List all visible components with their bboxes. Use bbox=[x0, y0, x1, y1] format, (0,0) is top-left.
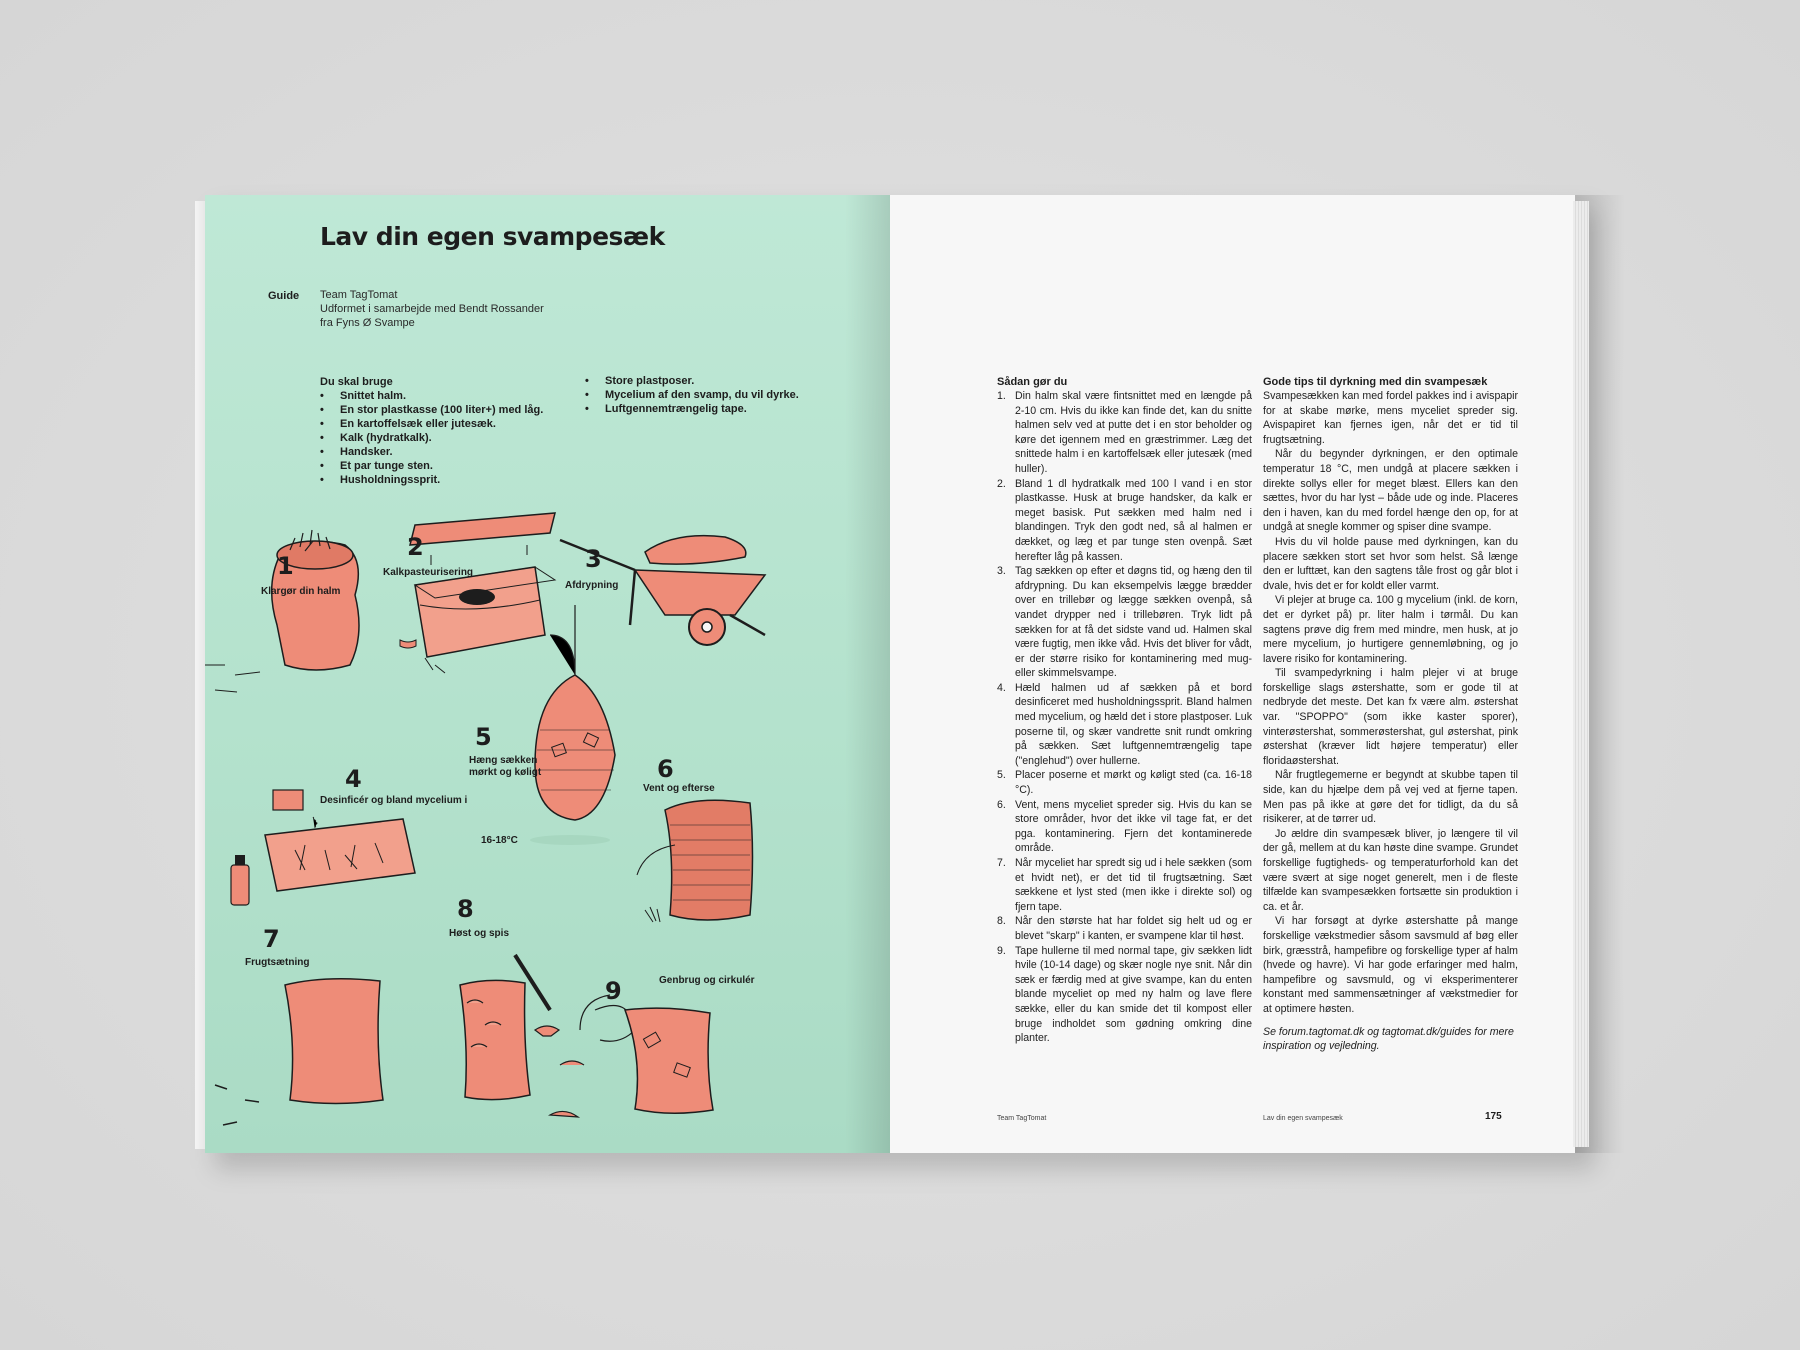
step-number: 9 bbox=[605, 977, 622, 1005]
material-item: • Luftgennemtrængelig tape. bbox=[585, 402, 799, 416]
credit-line: Team TagTomat bbox=[320, 289, 398, 301]
waiting-sack-icon bbox=[637, 800, 753, 922]
gutter-shadow bbox=[845, 195, 890, 1153]
mixing-box-icon bbox=[231, 790, 415, 905]
material-item: • Kalk (hydratkalk). bbox=[320, 431, 543, 445]
material-item: • En stor plastkasse (100 liter+) med låg. bbox=[320, 403, 543, 417]
materials-heading: Du skal bruge bbox=[320, 376, 393, 388]
step-number: 3 bbox=[585, 545, 602, 573]
tips-column bbox=[1263, 375, 1518, 1054]
step-number: 7 bbox=[263, 925, 280, 953]
hanging-bag-icon bbox=[530, 605, 615, 845]
tips-paragraph: Til svampedyrkning i halm plejer vi at bruge forskellige slags østershatte, som er gode til at nedbryde det meste. Det kan fx være alm. østershat var. "SPOPPO" (som ikke kaster sporer), vinterøstershat, sommerøstershat, gul østershat, pink østershat (kræver lidt højere temperatur) eller floridaøstershat. bbox=[1263, 667, 1518, 767]
step-illustrations bbox=[205, 195, 890, 1153]
step-label: Klargør din halm bbox=[261, 586, 341, 597]
step-number: 5 bbox=[475, 723, 492, 751]
tips-paragraph: Vi plejer at bruge ca. 100 g mycelium (inkl. de korn, det er dyrket på) pr. liter halm i tørmål. Du kan sagtens prøve dig frem med mindre, men husk, at jo mere mycelium, jo hurtigere gennemløbning, og jo lavere risiko for kontaminering. bbox=[1263, 594, 1518, 665]
instruction-step: 8. Når den største hat har foldet sig helt ud og er blevet "skarp" i kanten, er svampene klar til høst. bbox=[997, 915, 1252, 942]
page-title: Lav din egen svampesæk bbox=[320, 222, 665, 251]
step-label: Kalkpasteurisering bbox=[383, 567, 474, 578]
material-item: • Mycelium af den svamp, du vil dyrke. bbox=[585, 388, 799, 402]
tips-paragraph: Vi har forsøgt at dyrke østershatte på mange forskellige vækstmedier såsom savsmuld af bøg eller birk, græsstrå, hampefibre og forskellige typer af halm (hvede og havre). Vi har gode erfaringer med halm, hampefibre og savsmuld, og vi eksperimenterer konstant med sammensætninger af vækstmedier for at optimere høsten. bbox=[1263, 915, 1518, 1015]
fruiting-sack-icon bbox=[215, 979, 383, 1125]
guide-label: Guide bbox=[268, 290, 300, 302]
step-number: 6 bbox=[657, 755, 674, 783]
tips-paragraph: Svampesækken kan med fordel pakkes ind i avispapir for at skabe mørke, mens myceliet spreder sig. Avispapiret kan fjernes igen, når det er tid til frugtsætning. bbox=[1263, 390, 1518, 446]
step-number: 1 bbox=[277, 552, 294, 580]
instructions-list bbox=[997, 389, 1252, 1046]
step-number: 8 bbox=[457, 895, 474, 923]
step-label: Afdrypning bbox=[565, 580, 619, 591]
step-number: 4 bbox=[345, 765, 362, 793]
open-magazine bbox=[205, 195, 1593, 1155]
page-number: 175 bbox=[1485, 1111, 1502, 1122]
instruction-step: 7. Når myceliet har spredt sig ud i hele sækken (som et hvidt net), er det tid til frugtsætning. Sæt sækkene et lyst sted (men ikke i direkte sol) og fjern tape. bbox=[997, 857, 1252, 913]
material-item: • Handsker. bbox=[320, 445, 543, 459]
footer-title: Lav din egen svampesæk bbox=[1263, 1115, 1343, 1122]
tips-paragraph: Når du begynder dyrkningen, er den optimale temperatur 18 °C, men undgå at placere sækken i direkte sollys eller for meget blæst. Ellers kan den sættes, hvor du har lyst – både ude og inde. Placeres den i haven, kan du med fordel hænge den op, for at undgå at snegle kommer og spiser dine svampe. bbox=[1263, 448, 1518, 534]
recycle-sack-icon bbox=[580, 995, 713, 1113]
credit-line: fra Fyns Ø Svampe bbox=[320, 317, 415, 329]
step-label: Vent og efterse bbox=[643, 783, 715, 794]
step-number: 2 bbox=[407, 533, 424, 561]
instruction-step: 3. Tag sækken op efter et døgns tid, og hæng den til afdrypning. Du kan eksempelvis lægge brædder over en trillebør og lægge sækken ovenpå, så vandet drypper ned i trillebøren. Tryk lidt på sækken for at få det sidste vand ud. Halmen skal være fugtig, men ikke våd. Hvis det bliver for vådt, er der større risiko for kontaminering med mug- eller skimmelsvampe. bbox=[997, 565, 1252, 680]
instructions-heading: Sådan gør du bbox=[997, 376, 1068, 388]
right-page-edge bbox=[1573, 201, 1589, 1147]
material-item: • Store plastposer. bbox=[585, 374, 799, 388]
material-item: • Husholdningssprit. bbox=[320, 473, 543, 487]
instruction-step: 2. Bland 1 dl hydratkalk med 100 l vand i en stor plastkasse. Husk at bruge handsker, da kalk er meget basisk. Put sækken med halm ned i blandingen. Tryk den godt ned, så al halmen er dækket, og læg et par tunge sten ovenpå. Sæt herefter låg på kassen. bbox=[997, 477, 1252, 563]
step-label: Genbrug og cirkulér bbox=[659, 975, 755, 986]
material-item: • Snittet halm. bbox=[320, 389, 543, 403]
right-page bbox=[890, 195, 1575, 1153]
tips-paragraph: Når frugtlegemerne er begyndt at skubbe tapen til side, kan du hjælpe dem på vej ved at fjerne tapen. Men pas på ikke at gøre det for tidligt, da du så risikerer, at de tørrer ud. bbox=[1263, 769, 1518, 826]
tips-paragraph: Hvis du vil holde pause med dyrkningen, kan du placere sækken stort set hvor som helst. Så længe den er lufttæt, kan den sagtens tåle frost og går blot i dvale, hvis det er for koldt eller varmt. bbox=[1263, 535, 1518, 592]
step-label: Frugtsætning bbox=[245, 957, 310, 968]
left-page bbox=[205, 195, 890, 1153]
instruction-step: 6. Vent, mens myceliet spreder sig. Hvis du kan se store områder, hvor det ikke vil tage fat, er det pga. kontaminering. Fjern det kontaminerede område. bbox=[997, 798, 1252, 855]
material-item: • Et par tunge sten. bbox=[320, 459, 543, 473]
tips-paragraph: Jo ældre din svampesæk bliver, jo længere til vil der gå, mellem at du kan høste dine svampe. Grundet forskellige fugtigheds- og temperaturforhold kan det være svært at sige noget generelt, men i de fleste tilfælde kan svampesækken fortsætte sin produktion i ca. et år. bbox=[1263, 827, 1518, 913]
credit-line: Udformet i samarbejde med Bendt Rossander bbox=[320, 303, 544, 315]
tips-heading: Gode tips til dyrkning med din svampesæk bbox=[1263, 376, 1488, 388]
harvest-sack-icon bbox=[460, 955, 584, 1117]
instructions-column bbox=[997, 375, 1252, 1046]
step-label: Desinficér og bland mycelium i bbox=[320, 795, 468, 806]
instruction-step: 4. Hæld halmen ud af sækken på et bord desinficeret med husholdningssprit. Bland halmen med mycelium, og hæld det i store plastposer. Luk poserne til, og skær vandrette snit rundt omkring på sækken. Sæt luftgennemtrængelig tape ("englehud") over hullerne. bbox=[997, 681, 1252, 767]
instruction-step: 1. Din halm skal være fintsnittet med en længde på 2-10 cm. Hvis du ikke kan finde det, kan du snitte halmen selv ved at putte det i en stor beholder og køre det igennem med en græstrimmer. Læg det snittede halm i en kartoffelsæk eller jutesæk (med huller). bbox=[997, 390, 1252, 475]
temperature-label: 16-18°C bbox=[481, 835, 518, 846]
footer-author: Team TagTomat bbox=[997, 1115, 1047, 1122]
instruction-step: 5. Placer poserne et mørkt og køligt sted (ca. 16-18 °C). bbox=[997, 769, 1252, 797]
instruction-step: 9. Tape hullerne til med normal tape, giv sækken lidt hvile (10-14 dage) og skær nogle nye snit. Når din sæk er færdig med at give svampe, kan du enten blande myceliet op med ny halm og lave flere sække, eller du kan smide det til kompost eller bruge indholdet som gødning omkring dine planter. bbox=[997, 944, 1252, 1045]
step-label: Høst og spis bbox=[449, 928, 510, 939]
closing-note: Se forum.tagtomat.dk og tagtomat.dk/guides for mere inspiration og vejledning. bbox=[1263, 1025, 1514, 1053]
step-label: Hæng sækken mørkt og køligt bbox=[469, 755, 542, 778]
material-item: • En kartoffelsæk eller jutesæk. bbox=[320, 417, 543, 431]
